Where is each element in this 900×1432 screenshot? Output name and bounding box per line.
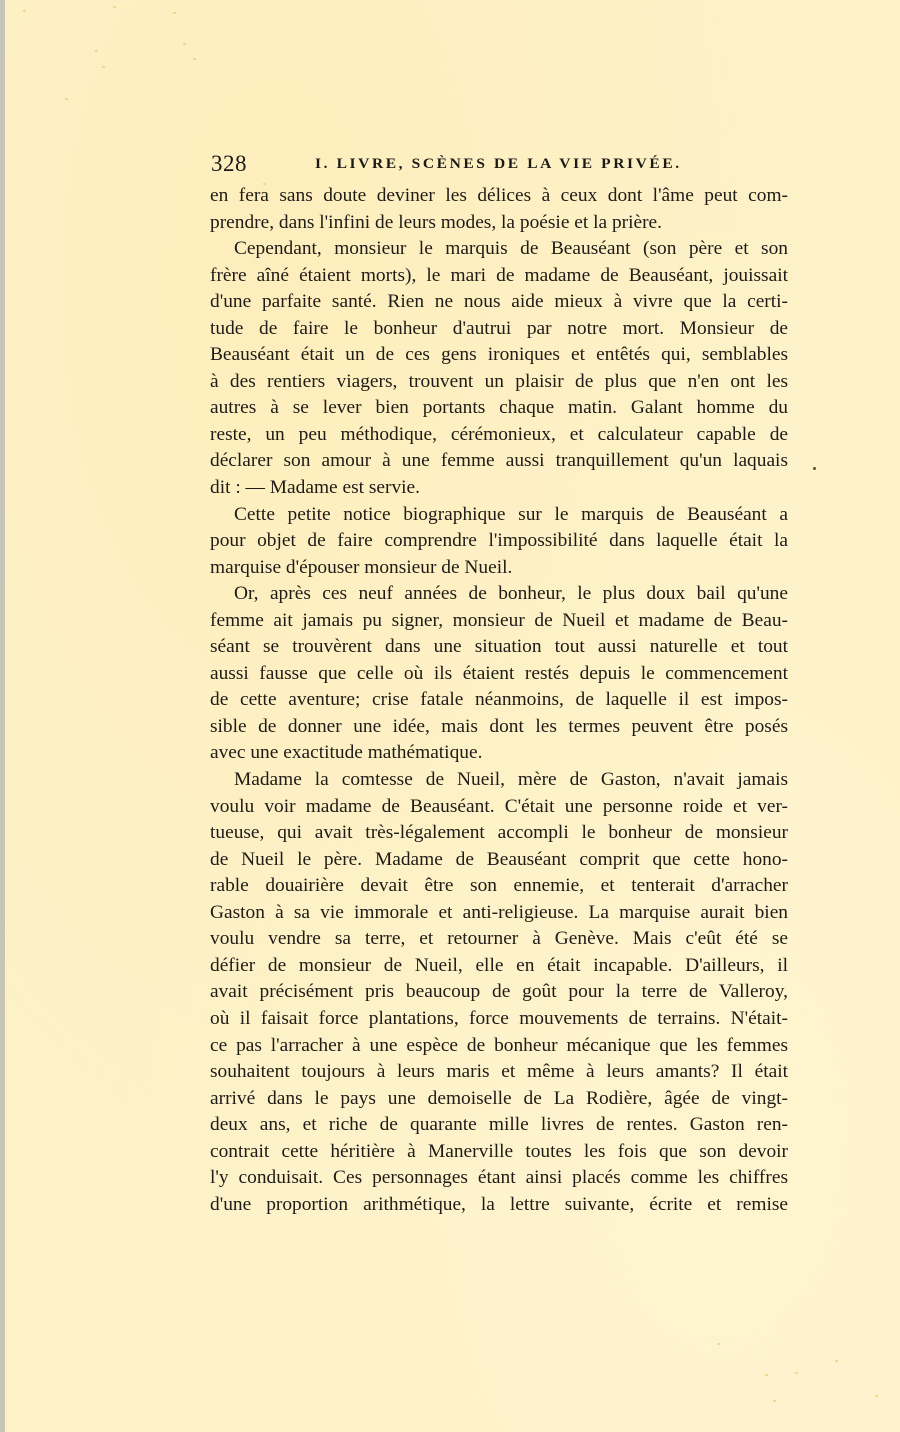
- paper-speck: [717, 1343, 720, 1345]
- paragraph: [210, 581, 788, 767]
- text-line: voulu voir madame de Beauséant. C'était une personne roide et ver-: [210, 795, 788, 817]
- text-line: Cependant, monsieur le marquis de Beauséant (son père et son: [234, 238, 788, 260]
- paper-speck: [835, 1360, 838, 1362]
- text-line: d'une parfaite santé. Rien ne nous aide mieux à vivre que la certi-: [210, 291, 788, 313]
- text-line: reste, un peu méthodique, cérémonieux, et calculateur capable de: [210, 423, 788, 445]
- paper-speck: [65, 98, 68, 100]
- paragraph: [210, 502, 788, 582]
- paper-speck: [95, 50, 98, 52]
- text-line: séant se trouvèrent dans une situation tout aussi naturelle et tout: [210, 636, 788, 658]
- text-line: avec une exactitude mathématique.: [210, 742, 483, 764]
- text-line: marquise d'épouser monsieur de Nueil.: [210, 556, 513, 578]
- paragraph: [210, 236, 788, 501]
- paragraph: [210, 183, 788, 236]
- paper-speck: [183, 43, 186, 45]
- text-line: prendre, dans l'infini de leurs modes, la poésie et la prière.: [210, 211, 663, 233]
- text-line: où il faisait force plantations, force mouvements de terrains. N'était-: [210, 1007, 788, 1029]
- text-line: aussi fausse que celle où ils étaient restés depuis le commencement: [210, 662, 788, 684]
- text-line: défier de monsieur de Nueil, elle en était incapable. D'ailleurs, il: [210, 954, 788, 976]
- text-line: à des rentiers viagers, trouvent un plaisir de plus que n'en ont les: [210, 370, 788, 392]
- text-line: Cette petite notice biographique sur le marquis de Beauséant a: [234, 503, 788, 525]
- text-line: sible de donner une idée, mais dont les termes peuvent être posés: [210, 715, 788, 737]
- text-line: dit : — Madame est servie.: [210, 477, 421, 499]
- text-line: Beauséant était un de ces gens ironiques et entêtés qui, semblables: [210, 344, 788, 366]
- text-line: voulu vendre sa terre, et retourner à Genève. Mais c'eût été se: [210, 928, 788, 950]
- text-line: autres à se lever bien portants chaque matin. Galant homme du: [210, 397, 788, 419]
- paper-speck: [173, 12, 176, 14]
- paper-speck: [113, 6, 116, 8]
- text-line: deux ans, et riche de quarante mille livres de rentes. Gaston ren-: [210, 1114, 788, 1136]
- paragraph: [210, 767, 788, 1218]
- ink-mark: [813, 467, 816, 470]
- running-head: I. LIVRE, SCÈNES DE LA VIE PRIVÉE.: [315, 155, 682, 172]
- text-line: femme ait jamais pu signer, monsieur de Nueil et madame de Beau-: [210, 609, 788, 631]
- text-line: pour objet de faire comprendre l'impossibilité dans laquelle était la: [210, 530, 788, 552]
- text-line: frère aîné étaient morts), le mari de madame de Beauséant, jouissait: [210, 264, 788, 286]
- paper-speck: [765, 1374, 768, 1376]
- paper-speck: [23, 10, 26, 12]
- text-line: Or, après ces neuf années de bonheur, le plus doux bail qu'une: [234, 583, 788, 605]
- paper-speck: [102, 66, 105, 68]
- text-line: Gaston à sa vie immorale et anti-religieuse. La marquise aurait bien: [210, 901, 788, 923]
- paper-speck: [875, 1395, 878, 1397]
- text-line: en fera sans doute deviner les délices à ceux dont l'âme peut com-: [210, 185, 788, 206]
- text-line: souhaitent toujours à leurs maris et même à leurs amants? Il était: [210, 1061, 788, 1083]
- text-line: arrivé dans le pays une demoiselle de La Rodière, âgée de vingt-: [210, 1087, 788, 1109]
- page-number: 328: [211, 151, 247, 176]
- text-line: de cette aventure; crise fatale néanmoins, de laquelle il est impos-: [210, 689, 788, 711]
- text-line: l'y conduisait. Ces personnages étant ainsi placés comme les chiffres: [210, 1167, 788, 1189]
- text-line: avait précisément pris beaucoup de goût pour la terre de Valleroy,: [210, 981, 788, 1003]
- paper-speck: [773, 1400, 776, 1402]
- text-line: rable douairière devait être son ennemie, et tenterait d'arracher: [210, 875, 788, 897]
- text-line: de Nueil le père. Madame de Beauséant comprit que cette hono-: [210, 848, 788, 870]
- text-line: Madame la comtesse de Nueil, mère de Gaston, n'avait jamais: [234, 769, 788, 791]
- text-line: ce pas l'arracher à une espèce de bonheur mécanique que les femmes: [210, 1034, 788, 1056]
- text-line: tueuse, qui avait très-légalement accompli le bonheur de monsieur: [210, 822, 788, 844]
- text-line: contrait cette héritière à Manerville toutes les fois que son devoir: [210, 1140, 788, 1162]
- text-line: tude de faire le bonheur d'autrui par notre mort. Monsieur de: [210, 317, 788, 339]
- text-line: déclarer son amour à une femme aussi tranquillement qu'un laquais: [210, 450, 788, 472]
- body-text: [210, 183, 788, 1218]
- text-line: d'une proportion arithmétique, la lettre suivante, écrite et remise: [210, 1193, 788, 1215]
- paper-speck: [795, 1372, 798, 1374]
- paper-speck: [193, 58, 196, 60]
- page-header: [211, 151, 787, 181]
